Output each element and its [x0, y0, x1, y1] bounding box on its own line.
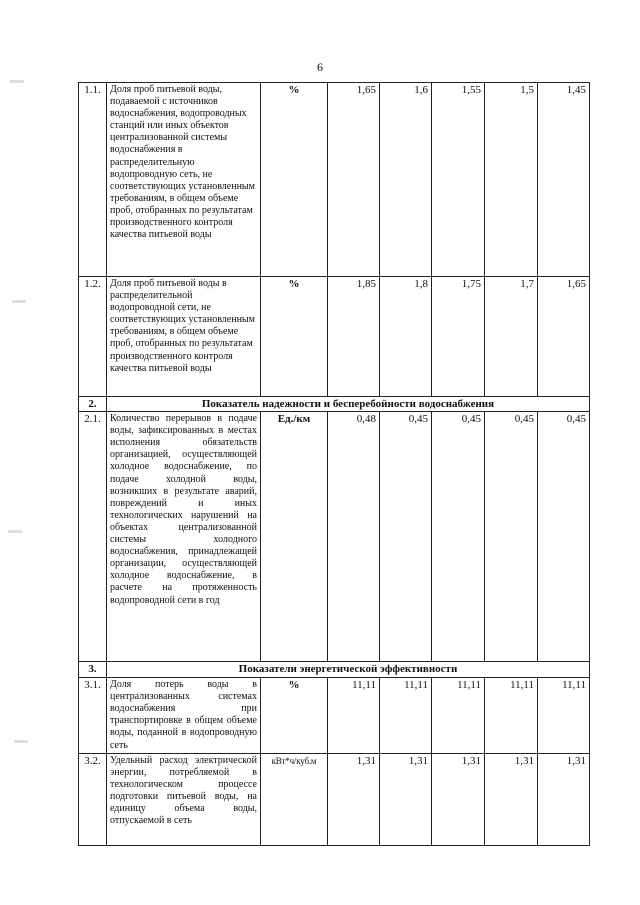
table-row	[79, 83, 590, 277]
value-cell: 1,6	[380, 83, 432, 277]
scan-artifact	[14, 740, 28, 743]
value-cell: 1,45	[538, 83, 590, 277]
section-header-row	[79, 662, 590, 678]
row-description: Доля потерь воды в централизованных системах водоснабжения при транспортировке в общем объеме воды, поданной в водопроводную сеть	[107, 678, 261, 754]
value-cell: 0,45	[432, 412, 485, 662]
scan-artifact	[10, 80, 24, 83]
value-cell: 1,55	[432, 83, 485, 277]
section-header-row	[79, 397, 590, 412]
value-cell: 0,48	[328, 412, 380, 662]
row-number: 2.1.	[79, 412, 107, 662]
row-number: 1.2.	[79, 277, 107, 397]
table-row	[79, 678, 590, 754]
indicators-table	[78, 82, 590, 846]
value-cell: 1,8	[380, 277, 432, 397]
table-row	[79, 753, 590, 845]
scan-artifact	[12, 300, 26, 303]
row-number: 3.1.	[79, 678, 107, 754]
table-row	[79, 412, 590, 662]
row-unit: %	[261, 83, 328, 277]
value-cell: 1,65	[328, 83, 380, 277]
value-cell: 1,65	[538, 277, 590, 397]
section-number: 2.	[79, 397, 107, 412]
row-description: Удельный расход электрической энергии, потребляемой в технологическом процессе подготовки питьевой воды, на единицу объема воды, отпускаемой в сеть	[107, 753, 261, 845]
row-unit: %	[261, 678, 328, 754]
row-unit: Ед./км	[261, 412, 328, 662]
value-cell: 1,31	[432, 753, 485, 845]
section-title: Показатели энергетической эффективности	[107, 662, 590, 678]
row-unit: %	[261, 277, 328, 397]
section-title: Показатель надежности и бесперебойности водоснабжения	[107, 397, 590, 412]
table-row	[79, 277, 590, 397]
value-cell: 1,75	[432, 277, 485, 397]
row-description: Доля проб питьевой воды, подаваемой с источников водоснабжения, водопроводных станций или иных объектов централизованной системы водоснабжения в распределительную водопроводную сеть, не соответствующих установленным требованиям, в общем объеме проб, отобранных по результатам производственного контроля качества питьевой воды	[107, 83, 261, 277]
page-number: 6	[317, 60, 323, 74]
row-description: Доля проб питьевой воды в распределительной водопроводной сети, не соответствующих установленным требованиям, в общем объеме проб, отобранных по результатам производственного контроля качества питьевой воды	[107, 277, 261, 397]
value-cell: 11,11	[380, 678, 432, 754]
value-cell: 1,7	[485, 277, 538, 397]
row-number: 3.2.	[79, 753, 107, 845]
value-cell: 11,11	[432, 678, 485, 754]
value-cell: 1,31	[380, 753, 432, 845]
value-cell: 0,45	[485, 412, 538, 662]
value-cell: 11,11	[328, 678, 380, 754]
value-cell: 1,31	[538, 753, 590, 845]
value-cell: 11,11	[485, 678, 538, 754]
section-number: 3.	[79, 662, 107, 678]
value-cell: 1,5	[485, 83, 538, 277]
value-cell: 1,31	[328, 753, 380, 845]
row-unit: кВт*ч/куб.м	[261, 753, 328, 845]
value-cell: 1,31	[485, 753, 538, 845]
value-cell: 0,45	[380, 412, 432, 662]
row-description: Количество перерывов в подаче воды, зафиксированных в местах исполнения обязательств организацией, осуществляющей холодное водоснабжение, по подаче холодной воды, возникших в результате аварий, повреждений и иных технологических нарушений на объектах централизованной системы холодного водоснабжения, принадлежащей организации, осуществляющей холодное водоснабжение, в расчете на протяженность водопроводной сети в год	[107, 412, 261, 662]
value-cell: 1,85	[328, 277, 380, 397]
scan-artifact	[8, 530, 22, 533]
row-number: 1.1.	[79, 83, 107, 277]
value-cell: 11,11	[538, 678, 590, 754]
value-cell: 0,45	[538, 412, 590, 662]
